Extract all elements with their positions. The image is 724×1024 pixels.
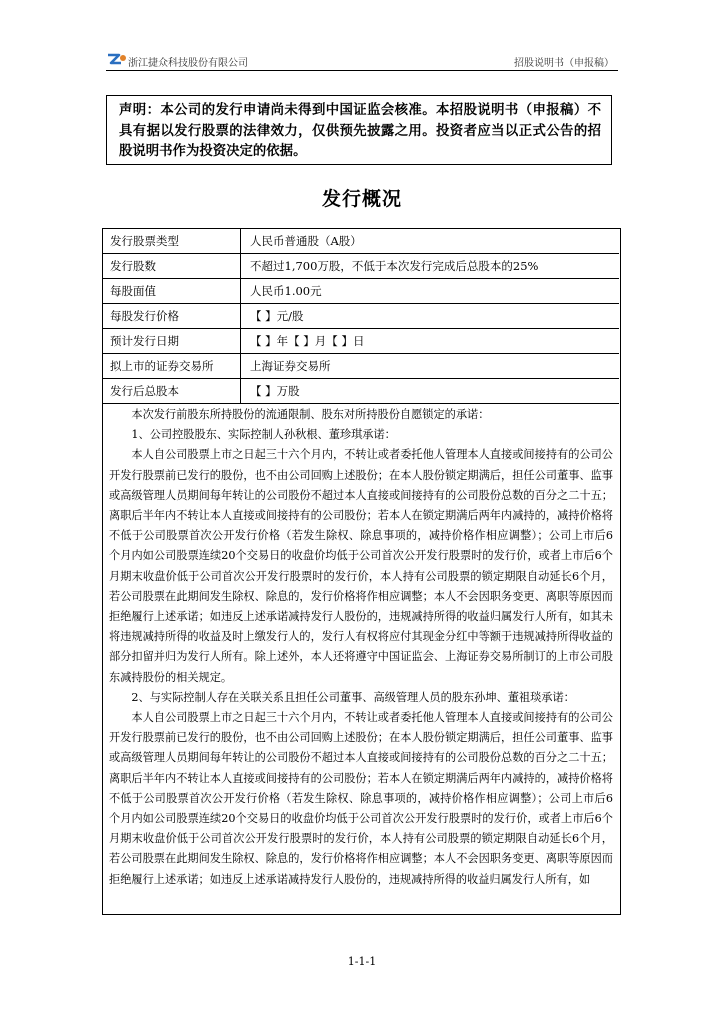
paragraph-intro: 本次发行前股东所持股份的流通限制、股东对所持股份自愿锁定的承诺： xyxy=(131,408,490,421)
page-title: 发行概况 xyxy=(321,188,402,210)
row-label: 拟上市的证券交易所 xyxy=(103,354,241,378)
page-header xyxy=(106,48,618,71)
row-label: 每股发行价格 xyxy=(103,304,241,328)
company-name: 浙江捷众科技股份有限公司 xyxy=(128,58,248,69)
row-value: 【 】年【 】月【 】日 xyxy=(250,334,365,348)
table-row xyxy=(103,254,619,279)
row-label: 发行股数 xyxy=(103,254,241,278)
table-row xyxy=(103,329,619,354)
offering-overview-table xyxy=(102,228,621,915)
row-value: 【 】元/股 xyxy=(250,309,304,323)
table-row xyxy=(103,354,619,379)
row-value: 不超过1,700万股，不低于本次发行完成后总股本的25% xyxy=(250,259,539,273)
row-label: 发行股票类型 xyxy=(103,229,241,253)
row-value: 人民币普通股（A股） xyxy=(250,234,362,248)
paragraph-commitment-2: 本人自公司股票上市之日起三十六个月内，不转让或者委托他人管理本人直接或间接持有的公司公开发行股票前已发行的股份，也不由公司回购上述股份；在本人股份锁定期满后，担任公司董事、监事或高级管理人员期间每年转让的公司股份不超过本人直接或间接持有的公司股份总数的百分之二十五；离职后半年内不转让本人直接或间接持有的公司股份；若本人在锁定期满后两年内减持的，减持价格将不低于公司股票首次公开发行价格（若发生除权、除息事项的，减持价格作相应调整）；公司上市后6个月内如公司股票连续20个交易日的收盘价均低于公司首次公开发行股票时的发行价，或者上市后6个月期末收盘价低于公司首次公开发行股票时的发行价，本人持有公司股票的锁定期限自动延长6个月，若公司股票在此期间发生除权、除息的，发行价格将作相应调整；本人不会因职务变更、离职等原因而拒绝履行上述承诺；如违反上述承诺减持发行人股份的，违规减持所得的收益归属发行人所有，如 xyxy=(109,711,613,886)
company-logo-icon xyxy=(106,52,128,66)
row-label: 预计发行日期 xyxy=(103,329,241,353)
lockup-commitments-text xyxy=(103,404,619,890)
paragraph-commitment-1: 本人自公司股票上市之日起三十六个月内，不转让或者委托他人管理本人直接或间接持有的公司公开发行股票前已发行的股份，也不由公司回购上述股份；在本人股份锁定期满后，担任公司董事、监事或高级管理人员期间每年转让的公司股份不超过本人直接或间接持有的公司股份总数的百分之二十五；离职后半年内不转让本人直接或间接持有的公司股份；若本人在锁定期满后两年内减持的，减持价格将不低于公司股票首次公开发行价格（若发生除权、除息事项的，减持价格作相应调整）；公司上市后6个月内如公司股票连续20个交易日的收盘价均低于公司首次公开发行股票时的发行价，或者上市后6个月期末收盘价低于公司首次公开发行股票时的发行价，本人持有公司股票的锁定期限自动延长6个月，若公司股票在此期间发生除权、除息的，发行价格将作相应调整；本人不会因职务变更、离职等原因而拒绝履行上述承诺；如违反上述承诺减持发行人股份的，违规减持所得的收益归属发行人所有，如其未将违规减持所得的收益及时上缴发行人的，发行人有权将应付其现金分红中等额于违规减持所得收益的部分扣留并归为发行人所有。除上述外，本人还将遵守中国证监会、上海证券交易所制订的上市公司股东减持股份的相关规定。 xyxy=(109,448,613,684)
table-row xyxy=(103,304,619,329)
paragraph-heading-2: 2、与实际控制人存在关联关系且担任公司董事、高级管理人员的股东孙坤、董祖琰承诺： xyxy=(131,690,575,704)
row-label: 发行后总股本 xyxy=(103,379,241,403)
disclaimer-statement: 声明：本公司的发行申请尚未得到中国证监会核准。本招股说明书（申报稿）不具有据以发行股票的法律效力，仅供预先披露之用。投资者应当以正式公告的招股说明书作为投资决定的依据。 xyxy=(106,95,612,165)
row-label: 每股面值 xyxy=(103,279,241,303)
table-row xyxy=(103,229,619,254)
paragraph-heading-1: 1、公司控股股东、实际控制人孙秋根、董珍琪承诺： xyxy=(131,428,396,442)
row-value: 人民币1.00元 xyxy=(250,284,322,298)
table-row xyxy=(103,379,619,404)
document-type: 招股说明书（申报稿） xyxy=(514,58,614,69)
row-value: 上海证券交易所 xyxy=(250,359,331,373)
table-row xyxy=(103,279,619,304)
page-number: 1-1-1 xyxy=(347,955,377,968)
row-value: 【 】万股 xyxy=(250,384,300,398)
